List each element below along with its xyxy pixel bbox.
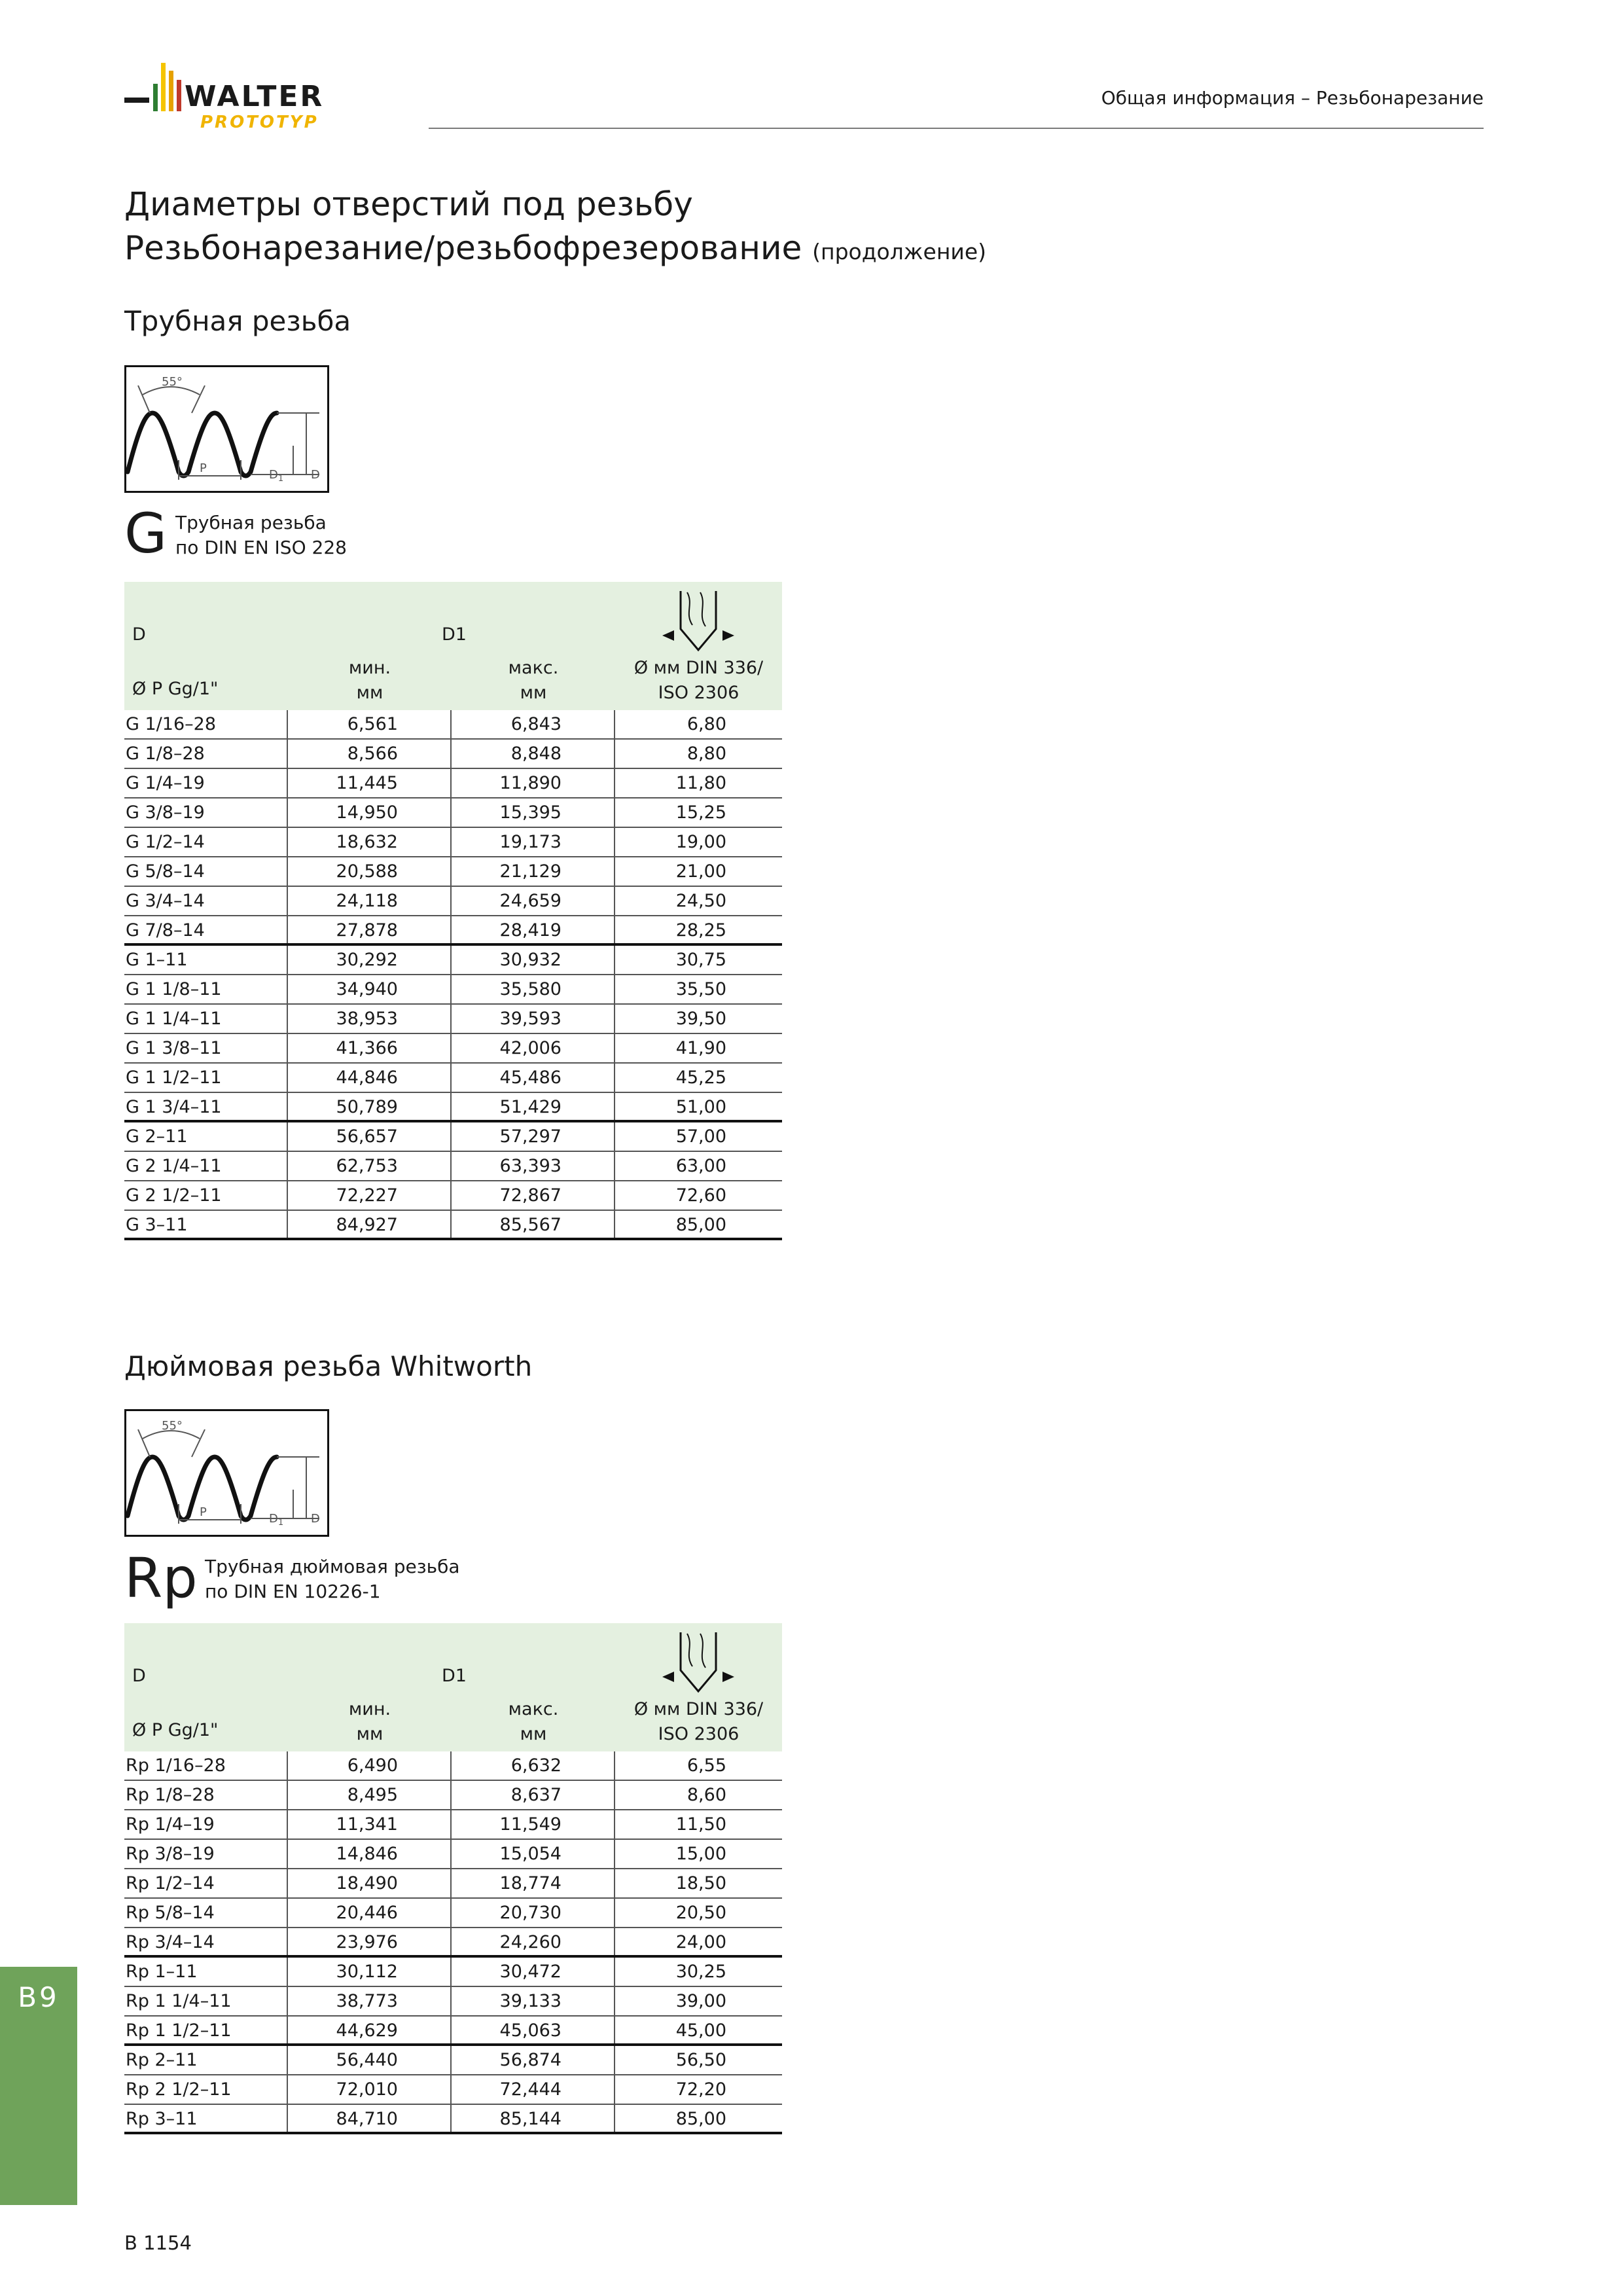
cell-drill: 6,80 — [687, 714, 726, 734]
svg-text:D1 — [269, 1512, 283, 1528]
header-d: D — [132, 624, 146, 645]
cell-designation: G 1/4–19 — [124, 769, 288, 797]
table-row — [124, 1064, 782, 1093]
cell-min: 44,846 — [288, 1064, 452, 1092]
table-header — [124, 582, 782, 710]
logo-mark-icon — [124, 60, 399, 132]
cell-drill: 51,00 — [675, 1097, 726, 1117]
cell-drill: 11,80 — [675, 773, 726, 793]
header-divider — [429, 128, 1484, 129]
cell-designation: Rp 1/4–19 — [124, 1810, 288, 1839]
page-title-line2 — [124, 229, 986, 267]
cell-designation: G 3/8–19 — [124, 798, 288, 827]
minor-diameter-label: D — [269, 468, 278, 482]
thread-letter-rp: Rp — [124, 1546, 198, 1610]
whitworth-thread-table — [124, 1623, 782, 2134]
cell-drill: 85,00 — [675, 2109, 726, 2129]
cell-drill: 39,50 — [675, 1009, 726, 1029]
cell-designation: Rp 3/4–14 — [124, 1928, 288, 1955]
header-max-label: макс. — [508, 658, 559, 678]
cell-min: 72,227 — [288, 1181, 452, 1210]
cell-max: 45,486 — [452, 1064, 615, 1092]
walter-prototyp-logo — [124, 60, 399, 132]
cell-max: 30,932 — [452, 946, 615, 974]
cell-min: 30,112 — [288, 1958, 452, 1986]
cell-min: 20,588 — [288, 857, 452, 886]
cell-min: 38,773 — [288, 1987, 452, 2015]
header-min — [288, 656, 452, 706]
cell-max: 11,549 — [452, 1810, 615, 1839]
cell-designation: Rp 1–11 — [124, 1958, 288, 1986]
table-row — [124, 798, 782, 828]
table-row — [124, 2046, 782, 2075]
angle-label: 55° — [162, 1419, 183, 1433]
cell-drill: 30,25 — [675, 1962, 726, 1982]
cell-designation: G 1/8–28 — [124, 740, 288, 768]
svg-text:D1 — [269, 468, 283, 484]
cell-min: 8,495 — [288, 1781, 452, 1809]
header-drill-line1: Ø мм DIN 336/ — [633, 1699, 764, 1719]
cell-max: 39,593 — [452, 1005, 615, 1033]
cell-min: 72,010 — [288, 2075, 452, 2104]
cell-max: 57,297 — [452, 1122, 615, 1151]
cell-designation: Rp 5/8–14 — [124, 1899, 288, 1927]
thread-letter-g: G — [124, 501, 168, 565]
cell-designation: Rp 2 1/2–11 — [124, 2075, 288, 2104]
section-title-pipe-thread: Трубная резьба — [124, 305, 351, 337]
table-row — [124, 1899, 782, 1928]
cell-drill: 57,00 — [675, 1126, 726, 1147]
cell-min: 14,950 — [288, 798, 452, 827]
cell-drill: 45,25 — [675, 1067, 726, 1088]
cell-drill: 21,00 — [675, 861, 726, 882]
cell-min: 11,445 — [288, 769, 452, 797]
pipe-thread-table — [124, 582, 782, 1240]
table-row — [124, 1751, 782, 1781]
cell-max: 24,659 — [452, 887, 615, 915]
cell-designation: G 1 3/4–11 — [124, 1093, 288, 1120]
cell-designation: Rp 1 1/4–11 — [124, 1987, 288, 2015]
cell-max: 45,063 — [452, 2017, 615, 2043]
cell-max: 30,472 — [452, 1958, 615, 1986]
cell-max: 39,133 — [452, 1987, 615, 2015]
cell-designation: G 3–11 — [124, 1211, 288, 1238]
table-row — [124, 1034, 782, 1064]
table-row — [124, 2017, 782, 2046]
table-row — [124, 1869, 782, 1899]
cell-min: 62,753 — [288, 1152, 452, 1180]
cell-drill: 35,50 — [675, 979, 726, 999]
thread-standard — [205, 1554, 460, 1604]
cell-drill: 85,00 — [675, 1215, 726, 1235]
thread-standard-line1: Трубная дюймовая резьба — [205, 1556, 460, 1577]
cell-min: 11,341 — [288, 1810, 452, 1839]
cell-max: 6,843 — [452, 710, 615, 738]
header-max-unit: мм — [520, 1724, 547, 1744]
cell-designation: G 1 1/4–11 — [124, 1005, 288, 1033]
cell-max: 63,393 — [452, 1152, 615, 1180]
cell-min: 44,629 — [288, 2017, 452, 2043]
pitch-label: P — [200, 461, 207, 475]
cell-designation: G 1/16–28 — [124, 710, 288, 738]
drill-bit-icon — [662, 1631, 734, 1694]
cell-min: 84,927 — [288, 1211, 452, 1238]
section-title-whitworth: Дюймовая резьба Whitworth — [124, 1350, 533, 1382]
table-row — [124, 975, 782, 1005]
cell-max: 42,006 — [452, 1034, 615, 1062]
table-row — [124, 887, 782, 916]
cell-designation: G 2 1/2–11 — [124, 1181, 288, 1210]
thread-standard-line2: по DIN EN 10226-1 — [205, 1581, 381, 1602]
thread-profile-diagram — [124, 1409, 329, 1537]
cell-min: 30,292 — [288, 946, 452, 974]
cell-min: 50,789 — [288, 1093, 452, 1120]
chapter-tab-label: B9 — [18, 1981, 60, 2013]
table-row — [124, 1211, 782, 1240]
cell-drill: 18,50 — [675, 1873, 726, 1893]
cell-drill: 72,60 — [675, 1185, 726, 1206]
cell-drill: 39,00 — [675, 1991, 726, 2011]
logo-sub: PROTOTYP — [200, 113, 319, 132]
table-row — [124, 1958, 782, 1987]
cell-drill: 24,50 — [675, 891, 726, 911]
cell-max: 21,129 — [452, 857, 615, 886]
table-row — [124, 1987, 782, 2017]
cell-max: 56,874 — [452, 2046, 615, 2074]
cell-max: 8,848 — [452, 740, 615, 768]
cell-max: 72,867 — [452, 1181, 615, 1210]
header-max-unit: мм — [520, 683, 547, 703]
cell-max: 85,567 — [452, 1211, 615, 1238]
minor-diameter-sub: 1 — [277, 1518, 284, 1528]
table-row — [124, 2075, 782, 2105]
logo-word: WALTER — [185, 80, 325, 113]
cell-designation: Rp 3/8–19 — [124, 1840, 288, 1868]
cell-min: 56,657 — [288, 1122, 452, 1151]
cell-max: 35,580 — [452, 975, 615, 1003]
table-row — [124, 769, 782, 798]
cell-min: 6,561 — [288, 710, 452, 738]
cell-designation: G 1–11 — [124, 946, 288, 974]
cell-designation: G 3/4–14 — [124, 887, 288, 915]
cell-min: 6,490 — [288, 1751, 452, 1780]
cell-designation: Rp 1 1/2–11 — [124, 2017, 288, 2043]
table-row — [124, 828, 782, 857]
table-body — [124, 710, 782, 1240]
table-row — [124, 710, 782, 740]
page-title-continued: (продолжение) — [812, 239, 987, 264]
major-diameter-label: D — [311, 468, 320, 482]
header-drill-line2: ISO 2306 — [658, 683, 740, 703]
header-min-label: мин. — [348, 1699, 391, 1719]
table-row — [124, 916, 782, 946]
header-section-title: Общая информация – Резьбонарезание — [1101, 87, 1484, 109]
thread-standard-line2: по DIN EN ISO 228 — [175, 537, 347, 558]
cell-max: 11,890 — [452, 769, 615, 797]
cell-designation: G 1 1/2–11 — [124, 1064, 288, 1092]
pitch-label: P — [200, 1505, 207, 1519]
header-d1: D1 — [442, 624, 467, 645]
cell-drill: 56,50 — [675, 2050, 726, 2070]
table-row — [124, 946, 782, 975]
table-row — [124, 1810, 782, 1840]
table-row — [124, 740, 782, 769]
cell-min: 20,446 — [288, 1899, 452, 1927]
cell-min: 56,440 — [288, 2046, 452, 2074]
header-d1: D1 — [442, 1666, 467, 1686]
table-row — [124, 1152, 782, 1181]
cell-designation: G 1/2–14 — [124, 828, 288, 856]
cell-designation: Rp 1/8–28 — [124, 1781, 288, 1809]
cell-min: 27,878 — [288, 916, 452, 943]
header-max — [452, 656, 615, 706]
cell-max: 72,444 — [452, 2075, 615, 2104]
header-max — [452, 1697, 615, 1747]
header-min-unit: мм — [356, 1724, 383, 1744]
cell-min: 38,953 — [288, 1005, 452, 1033]
cell-min: 18,490 — [288, 1869, 452, 1897]
cell-min: 8,566 — [288, 740, 452, 768]
header-d: D — [132, 1666, 146, 1686]
cell-max: 15,054 — [452, 1840, 615, 1868]
cell-designation: G 2 1/4–11 — [124, 1152, 288, 1180]
table-row — [124, 1928, 782, 1958]
major-diameter-label: D — [311, 1512, 320, 1526]
cell-max: 28,419 — [452, 916, 615, 943]
thread-profile-diagram — [124, 365, 329, 493]
cell-drill: 15,00 — [675, 1844, 726, 1864]
cell-drill: 15,25 — [675, 802, 726, 823]
header-max-label: макс. — [508, 1699, 559, 1719]
cell-min: 24,118 — [288, 887, 452, 915]
cell-max: 20,730 — [452, 1899, 615, 1927]
cell-drill: 28,25 — [675, 920, 726, 941]
cell-min: 23,976 — [288, 1928, 452, 1955]
header-drill-line1: Ø мм DIN 336/ — [633, 658, 764, 678]
header-min-unit: мм — [356, 683, 383, 703]
angle-label: 55° — [162, 375, 183, 389]
cell-max: 6,632 — [452, 1751, 615, 1780]
cell-drill: 6,55 — [687, 1755, 726, 1776]
cell-drill: 63,00 — [675, 1156, 726, 1176]
cell-drill: 45,00 — [675, 2020, 726, 2041]
table-row — [124, 1093, 782, 1122]
cell-max: 24,260 — [452, 1928, 615, 1955]
cell-max: 51,429 — [452, 1093, 615, 1120]
table-body — [124, 1751, 782, 2134]
table-row — [124, 857, 782, 887]
minor-diameter-label: D — [269, 1512, 278, 1526]
cell-drill: 19,00 — [675, 832, 726, 852]
page-title-line2-text: Резьбонарезание/резьбофрезерование — [124, 229, 802, 267]
cell-min: 18,632 — [288, 828, 452, 856]
cell-max: 8,637 — [452, 1781, 615, 1809]
drill-bit-icon — [662, 590, 734, 653]
cell-drill: 11,50 — [675, 1814, 726, 1835]
page-title-line1: Диаметры отверстий под резьбу — [124, 185, 693, 223]
cell-designation: Rp 1/2–14 — [124, 1869, 288, 1897]
cell-designation: Rp 3–11 — [124, 2105, 288, 2132]
cell-max: 15,395 — [452, 798, 615, 827]
cell-drill: 72,20 — [675, 2079, 726, 2100]
cell-min: 14,846 — [288, 1840, 452, 1868]
header-designation: Ø P Gg/1" — [132, 679, 219, 699]
header-min-label: мин. — [348, 658, 391, 678]
page-number: B 1154 — [124, 2232, 192, 2254]
cell-drill: 8,60 — [687, 1785, 726, 1805]
header-designation: Ø P Gg/1" — [132, 1720, 219, 1740]
cell-drill: 24,00 — [675, 1932, 726, 1952]
table-row — [124, 1005, 782, 1034]
header-drill-line2: ISO 2306 — [658, 1724, 740, 1744]
header-drill — [615, 1697, 782, 1747]
cell-drill: 20,50 — [675, 1903, 726, 1923]
cell-drill: 8,80 — [687, 744, 726, 764]
table-header — [124, 1623, 782, 1751]
cell-min: 84,710 — [288, 2105, 452, 2132]
thread-standard — [175, 511, 347, 560]
cell-designation: G 5/8–14 — [124, 857, 288, 886]
table-row — [124, 1122, 782, 1152]
cell-max: 18,774 — [452, 1869, 615, 1897]
cell-drill: 41,90 — [675, 1038, 726, 1058]
cell-designation: G 7/8–14 — [124, 916, 288, 943]
table-row — [124, 1781, 782, 1810]
cell-designation: G 1 3/8–11 — [124, 1034, 288, 1062]
thread-standard-line1: Трубная резьба — [175, 512, 327, 533]
cell-designation: Rp 1/16–28 — [124, 1751, 288, 1780]
cell-min: 34,940 — [288, 975, 452, 1003]
cell-max: 85,144 — [452, 2105, 615, 2132]
header-drill — [615, 656, 782, 706]
cell-designation: G 2–11 — [124, 1122, 288, 1151]
table-row — [124, 1840, 782, 1869]
cell-min: 41,366 — [288, 1034, 452, 1062]
table-row — [124, 1181, 782, 1211]
cell-designation: G 1 1/8–11 — [124, 975, 288, 1003]
chapter-tab[interactable] — [0, 1967, 77, 2205]
cell-max: 19,173 — [452, 828, 615, 856]
cell-designation: Rp 2–11 — [124, 2046, 288, 2074]
minor-diameter-sub: 1 — [277, 474, 284, 484]
table-row — [124, 2105, 782, 2134]
header-min — [288, 1697, 452, 1747]
cell-drill: 30,75 — [675, 950, 726, 970]
